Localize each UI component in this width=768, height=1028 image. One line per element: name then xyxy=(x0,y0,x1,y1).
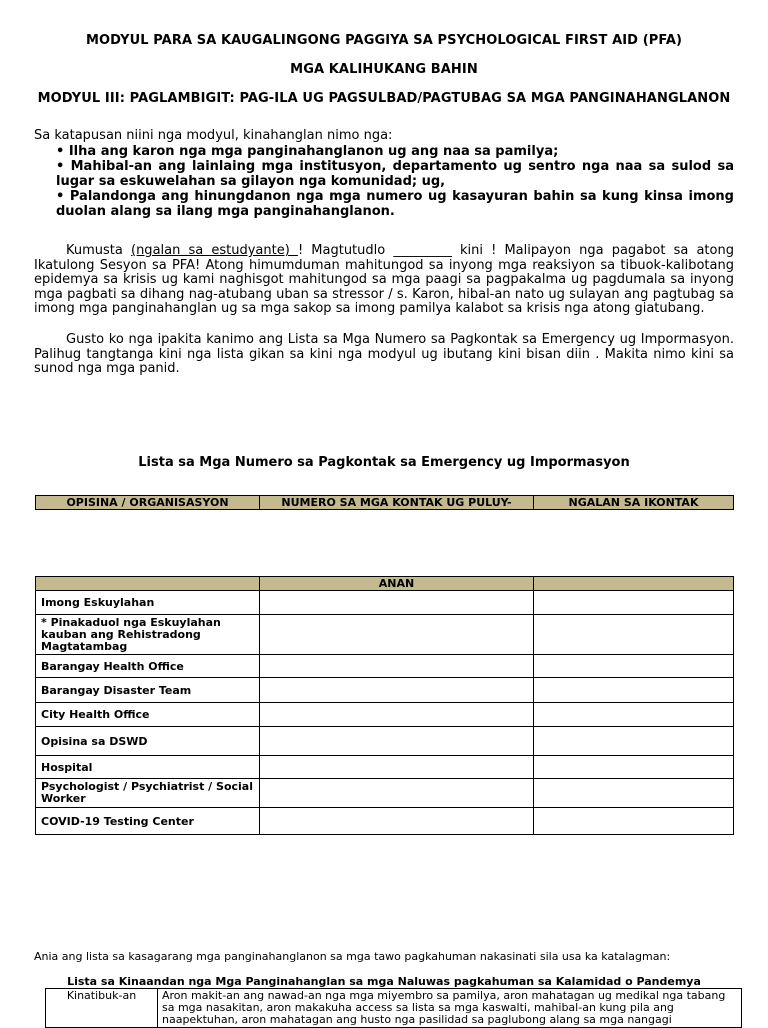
table-row-label: Imong Eskuylahan xyxy=(36,591,260,615)
table-row xyxy=(46,989,742,1028)
number-cell[interactable] xyxy=(260,591,534,615)
needs-table-title: Lista sa Kinaandan nga Mga Panginahanglan sa mga Naluwas pagkahuman sa Kalamidad o Pandemya xyxy=(67,975,701,988)
greeting-text: Kumusta xyxy=(66,243,131,258)
student-name-placeholder: (ngalan sa estudyante) xyxy=(131,243,298,258)
module-title: MODYUL III: PAGLAMBIGIT: PAG-ILA UG PAGSULBAD/PAGTUBAG SA MGA PANGINAHANGLANON xyxy=(37,91,731,106)
objective-item: • Ilha ang karon nga mga panginahanglanon ug ang naa sa pamilya; xyxy=(56,144,734,159)
contact-name-cell[interactable] xyxy=(534,756,734,779)
table-row-label: Hospital xyxy=(36,756,260,779)
contact-name-cell[interactable] xyxy=(534,678,734,703)
objectives-lead: Sa katapusan niini nga modyul, kinahanglan nimo nga: xyxy=(34,128,393,143)
greeting-body: ! Magtutudlo _________ kini ! Malipayon nga pagabot sa atong Ikatulong Sesyon sa PFA! Atong himumduman mahitungod sa inyong mga reaksiyon sa tibuok-kalibotang epidemya sa krisis ug kami naghisgot mahitungod sa mga paagi sa pagpakalma ug pagdumala sa inyong mga pagbati sa dihang nag-atubang uban sa stressor / s. Karon, hibal-an nato ug sulayan ang pagtubag sa imong mga panginahanglan ug sa mga sakop sa imong pamilya kalabot sa krisis nga atong giatubang. xyxy=(34,243,734,316)
column-header-number: NUMERO SA MGA KONTAK UG PULUY- xyxy=(260,496,534,510)
number-cell[interactable] xyxy=(260,727,534,756)
document-subtitle: MGA KALIHUKANG BAHIN xyxy=(290,62,478,77)
number-cell[interactable] xyxy=(260,703,534,727)
contacts-table-header xyxy=(35,495,734,510)
objective-item: • Mahibal-an ang lainlaing mga institusyon, departamento ug sentro nga naa sa sulod sa lugar sa eskuwelahan sa gilayon nga komunidad; ug, xyxy=(56,159,734,189)
table-row-label: Psychologist / Psychiatrist / Social Worker xyxy=(36,779,260,808)
greeting-paragraph xyxy=(34,244,734,317)
column-header-contact-name: NGALAN SA IKONTAK xyxy=(534,496,734,510)
table-row-label: Barangay Health Office xyxy=(36,655,260,678)
number-cell[interactable] xyxy=(260,615,534,655)
number-cell[interactable] xyxy=(260,779,534,808)
objective-item: • Palandonga ang hinungdanon nga mga numero ug kasayuran bahin sa kung kinsa imong duolan alang sa ilang mga panginahanglanon. xyxy=(56,189,734,219)
contact-name-cell[interactable] xyxy=(534,591,734,615)
contact-name-cell[interactable] xyxy=(534,703,734,727)
contact-name-cell[interactable] xyxy=(534,808,734,835)
table-row-label: City Health Office xyxy=(36,703,260,727)
objectives-list xyxy=(56,144,734,219)
number-cell[interactable] xyxy=(260,678,534,703)
contacts-table xyxy=(35,576,734,835)
column-header-office: OPISINA / ORGANISASYON xyxy=(36,496,260,510)
number-cell[interactable] xyxy=(260,756,534,779)
document-title: MODYUL PARA SA KAUGALINGONG PAGGIYA SA PSYCHOLOGICAL FIRST AID (PFA) xyxy=(85,33,683,48)
contact-name-cell[interactable] xyxy=(534,615,734,655)
needs-intro: Ania ang lista sa kasagarang mga panginahanglanon sa mga tawo pagkahuman nakasinati sila usa ka katalagman: xyxy=(34,950,671,963)
column-header-address: ANAN xyxy=(260,577,534,591)
contact-name-cell[interactable] xyxy=(534,779,734,808)
table-row-label: COVID-19 Testing Center xyxy=(36,808,260,835)
column-header-empty xyxy=(36,577,260,591)
instruction-paragraph: Gusto ko nga ipakita kanimo ang Lista sa Mga Numero sa Pagkontak sa Emergency ug Impormasyon. Palihug tangtanga kini nga lista gikan sa kini nga modyul ug ibutang kini bisan diin . Makita nimo kini sa sunod nga mga panid. xyxy=(34,332,734,376)
needs-category: Kinatibuk-an xyxy=(46,989,158,1028)
table-row-label: * Pinakaduol nga Eskuylahan kauban ang Rehistradong Magtatambag xyxy=(36,615,260,655)
number-cell[interactable] xyxy=(260,808,534,835)
table-row-label: Opisina sa DSWD xyxy=(36,727,260,756)
contact-name-cell[interactable] xyxy=(534,727,734,756)
table-row-label: Barangay Disaster Team xyxy=(36,678,260,703)
contact-name-cell[interactable] xyxy=(534,655,734,678)
column-header-empty xyxy=(534,577,734,591)
number-cell[interactable] xyxy=(260,655,534,678)
needs-table xyxy=(45,988,742,1028)
contacts-table-title: Lista sa Mga Numero sa Pagkontak sa Emergency ug Impormasyon xyxy=(138,455,630,470)
needs-description: Aron makit-an ang nawad-an nga mga miyembro sa pamilya, aron mahatagan ug medikal nga tabang sa mga nasakitan, aron makakuha access sa lista sa mga kaswalti, mahibal-an kung pila ang naapektuhan, aron mahatagan ang husto nga pasilidad sa paglubong alang sa mga nangagi xyxy=(158,989,742,1028)
